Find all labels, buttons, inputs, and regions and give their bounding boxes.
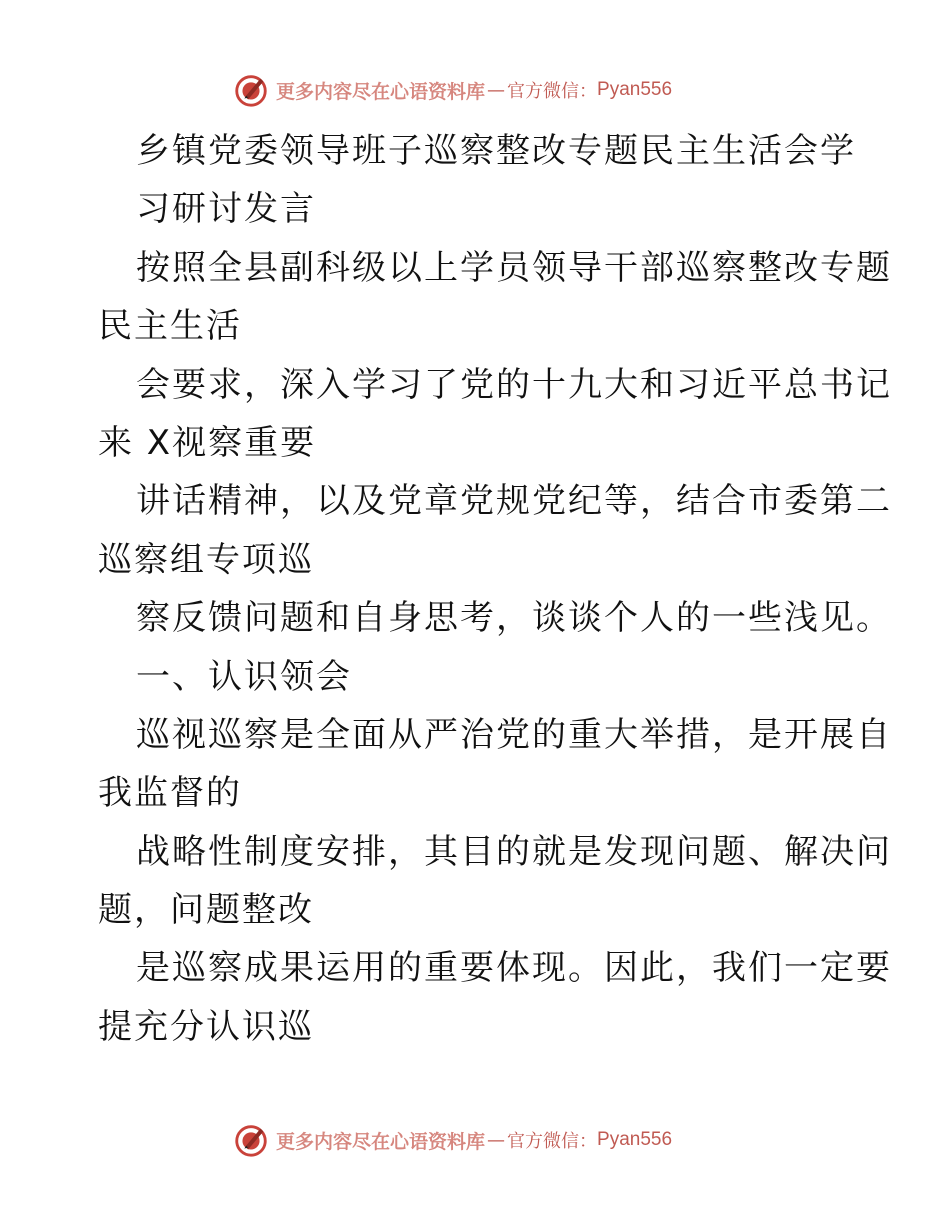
paragraph-line: 是巡察成果运用的重要体现。因此，我们一定要: [136, 948, 892, 989]
banner-separator: —: [487, 79, 506, 101]
wechat-id: Pyan556: [597, 79, 673, 100]
title-line-1: 乡镇党委领导班子巡察整改专题民主生活会学: [136, 131, 856, 171]
document-body: [98, 122, 892, 1056]
paragraph-line: 巡察组专项巡: [98, 539, 314, 580]
site-slogan: 更多内容尽在心语资料库: [276, 80, 486, 103]
title-line-2: 习研讨发言: [136, 189, 316, 230]
paragraph-line: 题，问题整改: [98, 890, 314, 931]
site-slogan: 更多内容尽在心语资料库: [276, 1130, 486, 1153]
paragraph-line: 提充分认识巡: [98, 1006, 314, 1047]
paragraph-line: 讲话精神，以及党章党规党纪等，结合市委第二: [136, 481, 892, 522]
footer-banner: [232, 1120, 672, 1160]
wechat-label: 官方微信：: [507, 1131, 598, 1152]
quill-pen-logo-icon: [232, 1121, 270, 1159]
paragraph-line: 战略性制度安排，其目的就是发现问题、解决问: [136, 831, 892, 872]
paragraph-line: 会要求，深入学习了党的十九大和习近平总书记: [136, 364, 892, 405]
paragraph-line: 民主生活: [98, 306, 242, 347]
header-banner: [232, 70, 672, 110]
wechat-id: Pyan556: [597, 1129, 673, 1150]
banner-separator: —: [487, 1129, 506, 1151]
quill-pen-logo-icon: [232, 71, 270, 109]
paragraph-line: 我监督的: [98, 773, 242, 814]
wechat-label: 官方微信：: [507, 81, 598, 102]
paragraph-line: 巡视巡察是全面从严治党的重大举措，是开展自: [136, 714, 892, 755]
paragraph-line: 来 X视察重要: [98, 422, 317, 463]
paragraph-line: 按照全县副科级以上学员领导干部巡察整改专题: [136, 247, 892, 288]
section-heading: 一、认识领会: [136, 656, 352, 697]
paragraph-line: 察反馈问题和自身思考，谈谈个人的一些浅见。: [136, 598, 892, 639]
